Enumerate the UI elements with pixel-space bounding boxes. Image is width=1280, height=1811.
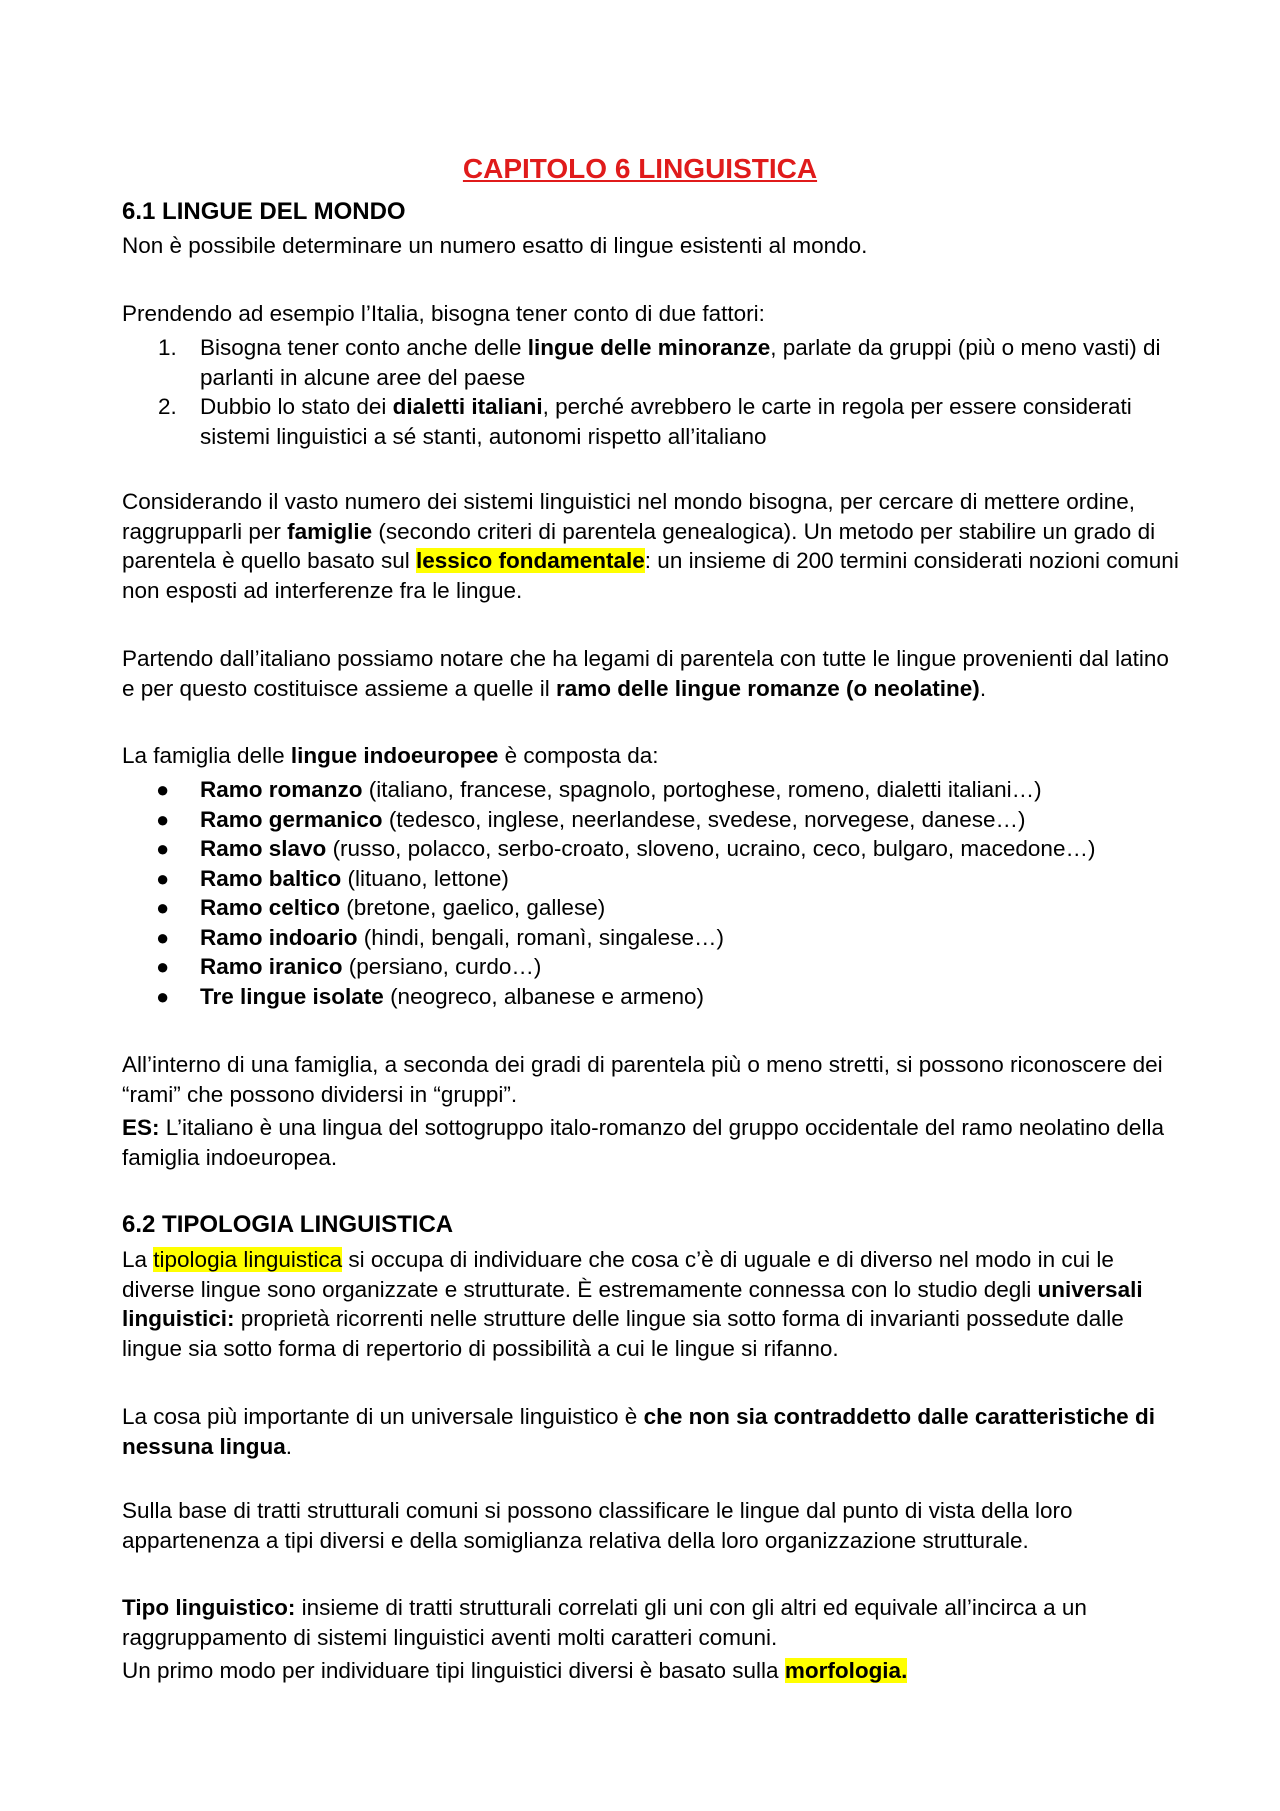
ordered-list-item: 1. Bisogna tener conto anche delle lingue delle minoranze, parlate da gruppi (più o meno vasti) di parlanti in alcune aree del paese (158, 335, 1167, 390)
bullet-list-item: ● Ramo germanico (tedesco, inglese, neerlandese, svedese, norvegese, danese…) (200, 805, 1190, 835)
paragraph: La cosa più importante di un universale linguistico è che non sia contraddetto dalle caratteristiche di nessuna lingua. (122, 1404, 1162, 1459)
bullet-list-item: ● Ramo celtico (bretone, gaelico, gallese) (200, 893, 1190, 923)
section-heading-6-1: 6.1 LINGUE DEL MONDO (122, 198, 406, 225)
bullet-list-item: ● Ramo romanzo (italiano, francese, spagnolo, portoghese, romeno, dialetti italiani…) (200, 775, 1190, 805)
bullet-icon: ● (156, 865, 170, 891)
paragraph: Partendo dall’italiano possiamo notare che ha legami di parentela con tutte le lingue provenienti dal latino e per questo costituisce assieme a quelle il ramo delle lingue romanze (o neolatine). (122, 646, 1176, 701)
example-paragraph: ES: L’italiano è una lingua del sottogruppo italo-romanzo del gruppo occidentale del ramo neolatino della famiglia indoeuropea. (122, 1115, 1171, 1170)
highlighted-term: tipologia linguistica (153, 1247, 343, 1272)
bullet-icon: ● (156, 924, 170, 950)
bullet-list-item: ● Ramo slavo (russo, polacco, serbo-croato, sloveno, ucraino, ceco, bulgaro, macedone…) (200, 834, 1190, 864)
bullet-icon: ● (156, 983, 170, 1009)
paragraph: Tipo linguistico: insieme di tratti strutturali correlati gli uni con gli altri ed equivale all’incirca a un raggruppamento di sistemi linguistici aventi molti caratteri comuni. (122, 1595, 1094, 1650)
list-number: 1. (158, 335, 177, 360)
paragraph: La tipologia linguistica si occupa di individuare che cosa c’è di uguale e di diverso nel modo in cui le diverse lingue sono organizzate e strutturate. È estremamente connessa con lo studio degli universali linguistici: proprietà ricorrenti nelle strutture delle lingue sia sotto forma di invarianti possedute dalle lingue sia sotto forma di repertorio di possibilità a cui le lingue si rifanno. (122, 1247, 1149, 1361)
paragraph: La famiglia delle lingue indoeuropee è composta da: (122, 743, 659, 768)
ordered-list-item: 2. Dubbio lo stato dei dialetti italiani, perché avrebbero le carte in regola per essere considerati sistemi linguistici a sé stanti, autonomi rispetto all’italiano (158, 394, 1138, 449)
section-heading-6-2: 6.2 TIPOLOGIA LINGUISTICA (122, 1211, 454, 1238)
bullet-icon: ● (156, 806, 170, 832)
bullet-list-item: ● Ramo baltico (lituano, lettone) (200, 864, 1190, 894)
paragraph: Un primo modo per individuare tipi linguistici diversi è basato sulla morfologia. (122, 1658, 908, 1683)
paragraph: Sulla base di tratti strutturali comuni si possono classificare le lingue dal punto di vista della loro appartenenza a tipi diversi e della somiglianza relativa della loro organizzazione strutturale. (122, 1498, 1073, 1553)
paragraph: Non è possibile determinare un numero esatto di lingue esistenti al mondo. (122, 233, 868, 258)
bullet-icon: ● (156, 777, 170, 802)
paragraph: All’interno di una famiglia, a seconda dei gradi di parentela più o meno stretti, si possono riconoscere dei “rami” che possono dividersi in “gruppi”. (122, 1052, 1163, 1107)
bullet-list-item: ● Ramo iranico (persiano, curdo…) (200, 952, 1190, 982)
bullet-list-item: ● Ramo indoario (hindi, bengali, romanì, singalese…) (200, 923, 1190, 953)
bullet-icon: ● (156, 895, 170, 920)
chapter-title: CAPITOLO 6 LINGUISTICA (462, 153, 818, 184)
paragraph: Considerando il vasto numero dei sistemi linguistici nel mondo bisogna, per cercare di mettere ordine, raggrupparli per famiglie (secondo criteri di parentela genealogica). Un metodo per stabilire un grado di parentela è quello basato sul lessico fondamentale: un insieme di 200 termini considerati nozioni comuni non esposti ad interferenze fra le lingue. (122, 489, 1192, 603)
bullet-icon: ● (156, 836, 170, 861)
bullet-icon: ● (156, 954, 170, 979)
paragraph: Prendendo ad esempio l’Italia, bisogna tener conto di due fattori: (122, 301, 765, 326)
highlighted-term: lessico fondamentale (415, 548, 645, 573)
list-number: 2. (158, 394, 177, 419)
highlighted-term: morfologia. (784, 1658, 908, 1683)
bullet-list-item: ● Tre lingue isolate (neogreco, albanese e armeno) (200, 982, 1190, 1012)
